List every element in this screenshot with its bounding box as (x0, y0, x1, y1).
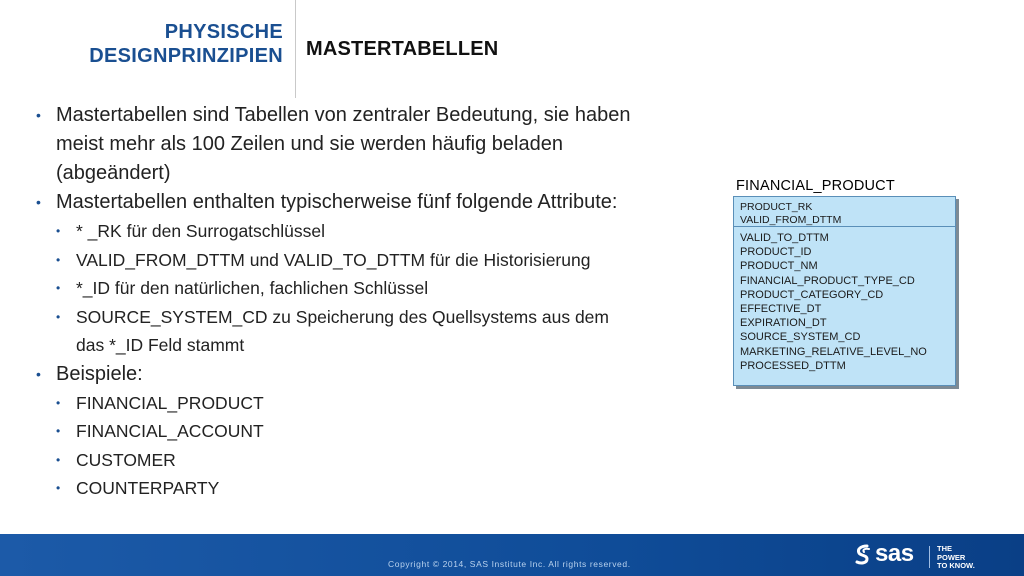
bullet-dot-icon: • (56, 424, 61, 438)
sub-bullet-item: • FINANCIAL_ACCOUNT (36, 417, 726, 446)
section-title (0, 20, 283, 68)
bullet-dot-icon: • (36, 194, 41, 210)
bullet-list (36, 101, 726, 503)
tagline-line: POWER (937, 552, 966, 562)
entity-key-field: VALID_FROM_DTTM (740, 213, 842, 226)
bullet-item: • Mastertabellen sind Tabellen von zentraler Bedeutung, sie haben (36, 101, 726, 130)
bullet-item: • Beispiele: (36, 360, 726, 389)
logo-tagline (937, 545, 975, 571)
sub-bullet-item: • FINANCIAL_PRODUCT (36, 389, 726, 418)
entity-attribute: MARKETING_RELATIVE_LEVEL_NO (740, 345, 927, 358)
bullet-dot-icon: • (56, 224, 61, 238)
sub-bullet-item: • *_ID für den natürlichen, fachlichen Schlüssel (36, 274, 726, 303)
bullet-dot-icon: • (56, 281, 61, 295)
entity-attribute: FINANCIAL_PRODUCT_TYPE_CD (740, 274, 915, 287)
entity-box (733, 196, 956, 386)
tagline-line: THE (937, 544, 952, 553)
sub-bullet-item: • * _RK für den Surrogatschlüssel (36, 217, 726, 246)
footer-bar (0, 534, 1024, 576)
entity-key-field: PRODUCT_RK (740, 201, 813, 213)
section-title-line1: PHYSISCHE (164, 21, 283, 43)
bullet-dot-icon: • (56, 252, 61, 267)
bullet-dot-icon: • (56, 309, 61, 324)
entity-attribute: SOURCE_SYSTEM_CD (740, 331, 861, 344)
logo-wordmark: sas (875, 540, 914, 567)
entity-attribute: EFFECTIVE_DT (740, 303, 822, 316)
section-title-line2: DESIGNPRINZIPIEN (89, 45, 283, 67)
copyright-text: Copyright © 2014, SAS Institute Inc. All rights reserved. (388, 559, 631, 569)
entity-attribute: PROCESSED_DTTM (740, 359, 846, 372)
entity-attribute: PRODUCT_NM (740, 260, 818, 273)
slide-title: MASTERTABELLEN (306, 38, 499, 60)
logo-divider (929, 546, 930, 568)
bullet-continuation: meist mehr als 100 Zeilen und sie werden häufig beladen (56, 133, 563, 155)
sub-bullet-item: • SOURCE_SYSTEM_CD zu Speicherung des Quellsystems aus dem (36, 303, 726, 332)
bullet-item: • Mastertabellen enthalten typischerweise fünf folgende Attribute: (36, 188, 726, 217)
bullet-dot-icon: • (36, 107, 41, 123)
bullet-dot-icon: • (56, 395, 61, 410)
tagline-line: TO KNOW. (937, 561, 975, 570)
entity-attribute: EXPIRATION_DT (740, 317, 827, 330)
entity-key-section (734, 197, 955, 227)
entity-name: FINANCIAL_PRODUCT (736, 178, 895, 194)
entity-attribute-section (734, 227, 955, 373)
sub-bullet-continuation: das *_ID Feld stammt (76, 335, 245, 355)
bullet-continuation: (abgeändert) (56, 162, 171, 184)
entity-attribute: VALID_TO_DTTM (740, 232, 829, 244)
bullet-dot-icon: • (36, 365, 41, 382)
sub-bullet-item: • COUNTERPARTY (36, 474, 726, 503)
entity-attribute: PRODUCT_CATEGORY_CD (740, 288, 884, 301)
sub-bullet-item: • VALID_FROM_DTTM und VALID_TO_DTTM für die Historisierung (36, 246, 726, 275)
entity-attribute: PRODUCT_ID (740, 246, 812, 259)
bullet-dot-icon: • (56, 481, 61, 495)
sas-logo-icon (853, 544, 873, 566)
bullet-dot-icon: • (56, 452, 61, 467)
sub-bullet-item: • CUSTOMER (36, 446, 726, 475)
header-divider (295, 0, 296, 98)
